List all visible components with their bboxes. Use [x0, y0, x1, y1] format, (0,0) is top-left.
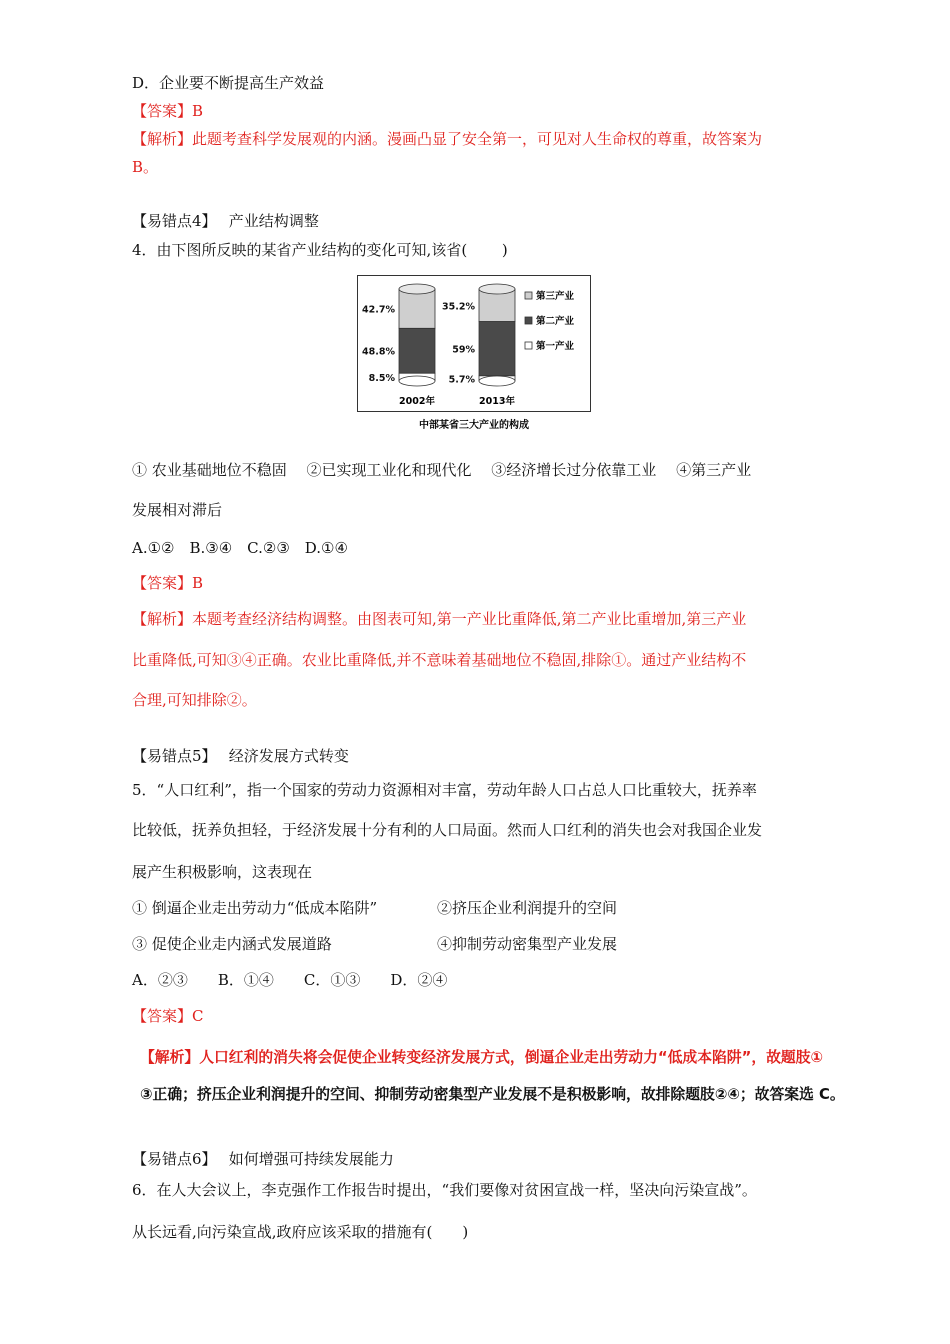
- section-heading: 【易错点4】 产业结构调整: [132, 212, 319, 230]
- data-label: 48.8%: [362, 346, 395, 358]
- industry-structure-chart: [357, 275, 593, 433]
- x-tick-label: 2013年: [479, 396, 515, 407]
- legend-swatch: [525, 342, 532, 349]
- cylinder-cap: [399, 284, 435, 294]
- analysis-text-cont: B。: [132, 158, 159, 176]
- choice-4: ④抑制劳动密集型产业发展: [437, 935, 618, 953]
- analysis-text-cont: 比重降低,可知③④正确。农业比重降低,并不意味着基础地位不稳固,排除①。通过产业结构不: [132, 651, 747, 669]
- x-tick-label: 2002年: [399, 396, 435, 407]
- answer-label: 【答案】B: [132, 102, 204, 120]
- legend-label: 第二产业: [536, 316, 575, 327]
- analysis-text: 【解析】本题考查经济结构调整。由图表可知,第一产业比重降低,第二产业比重增加,第三产业: [132, 610, 747, 628]
- section-heading: 【易错点5】 经济发展方式转变: [132, 747, 349, 765]
- answer-options: A.①② B.③④ C.②③ D.①④: [132, 539, 348, 557]
- question-stem-cont: 比较低，抚养负担轻，于经济发展十分有利的人口局面。然而人口红利的消失也会对我国企业发: [132, 821, 763, 839]
- question-stem-cont: 展产生积极影响，这表现在: [132, 863, 313, 881]
- choice-1: ① 倒逼企业走出劳动力“低成本陷阱”: [132, 899, 378, 917]
- analysis-text-cont: 合理,可知排除②。: [132, 691, 257, 709]
- data-label: 59%: [452, 344, 475, 356]
- legend-swatch: [525, 292, 532, 299]
- question-stem-cont: 从长远看,向污染宣战,政府应该采取的措施有( ): [132, 1223, 469, 1241]
- answer-label: 【答案】C: [132, 1007, 204, 1025]
- legend-swatch: [525, 317, 532, 324]
- answer-options: A．②③ B．①④ C．①③ D．②④: [132, 971, 448, 989]
- data-label: 35.2%: [442, 301, 475, 313]
- cylinder-segment-3: [399, 289, 435, 328]
- cylinder-base: [399, 376, 435, 386]
- analysis-text-cont: ③正确；挤压企业利润提升的空间、抑制劳动密集型产业发展不是积极影响，故排除题肢②④；故答案选 C。: [140, 1086, 845, 1103]
- cylinder-base: [479, 376, 515, 386]
- data-label: 5.7%: [448, 374, 475, 386]
- choice-2: ②挤压企业利润提升的空间: [437, 899, 618, 917]
- question-choices: ① 农业基础地位不稳固 ②已实现工业化和现代化 ③经济增长过分依靠工业 ④第三产业: [132, 461, 752, 479]
- data-label: 8.5%: [368, 373, 395, 385]
- analysis-text-content: 【解析】人口红利的消失将会促使企业转变经济发展方式，倒逼企业走出劳动力“低成本陷阱”，故题肢①: [140, 1049, 824, 1066]
- cylinder-segment-2: [399, 328, 435, 373]
- data-label: 42.7%: [362, 304, 395, 316]
- answer-label: 【答案】B: [132, 574, 204, 592]
- legend-label: 第三产业: [536, 291, 575, 302]
- choice-3: ③ 促使企业走内涵式发展道路: [132, 935, 332, 953]
- option-d: D．企业要不断提高生产效益: [132, 74, 325, 92]
- question-stem: 5．“人口红利”，指一个国家的劳动力资源相对丰富，劳动年龄人口占总人口比重较大，抚养率: [132, 781, 757, 799]
- question-stem: 6．在人大会议上，李克强作工作报告时提出，“我们要像对贫困宣战一样，坚决向污染宣战”。: [132, 1181, 757, 1199]
- cylinder-segment-2: [479, 321, 515, 375]
- cylinder-cap: [479, 284, 515, 294]
- question-choices-cont: 发展相对滞后: [132, 501, 223, 519]
- chart-title: 中部某省三大产业的构成: [419, 420, 529, 431]
- analysis-text: 【解析】此题考查科学发展观的内涵。漫画凸显了安全第一，可见对人生命权的尊重，故答案为: [132, 130, 763, 148]
- analysis-text: [140, 1048, 823, 1068]
- section-heading: 【易错点6】 如何增强可持续发展能力: [132, 1150, 394, 1168]
- question-stem: 4．由下图所反映的某省产业结构的变化可知,该省( ): [132, 241, 508, 259]
- legend-label: 第一产业: [536, 341, 575, 352]
